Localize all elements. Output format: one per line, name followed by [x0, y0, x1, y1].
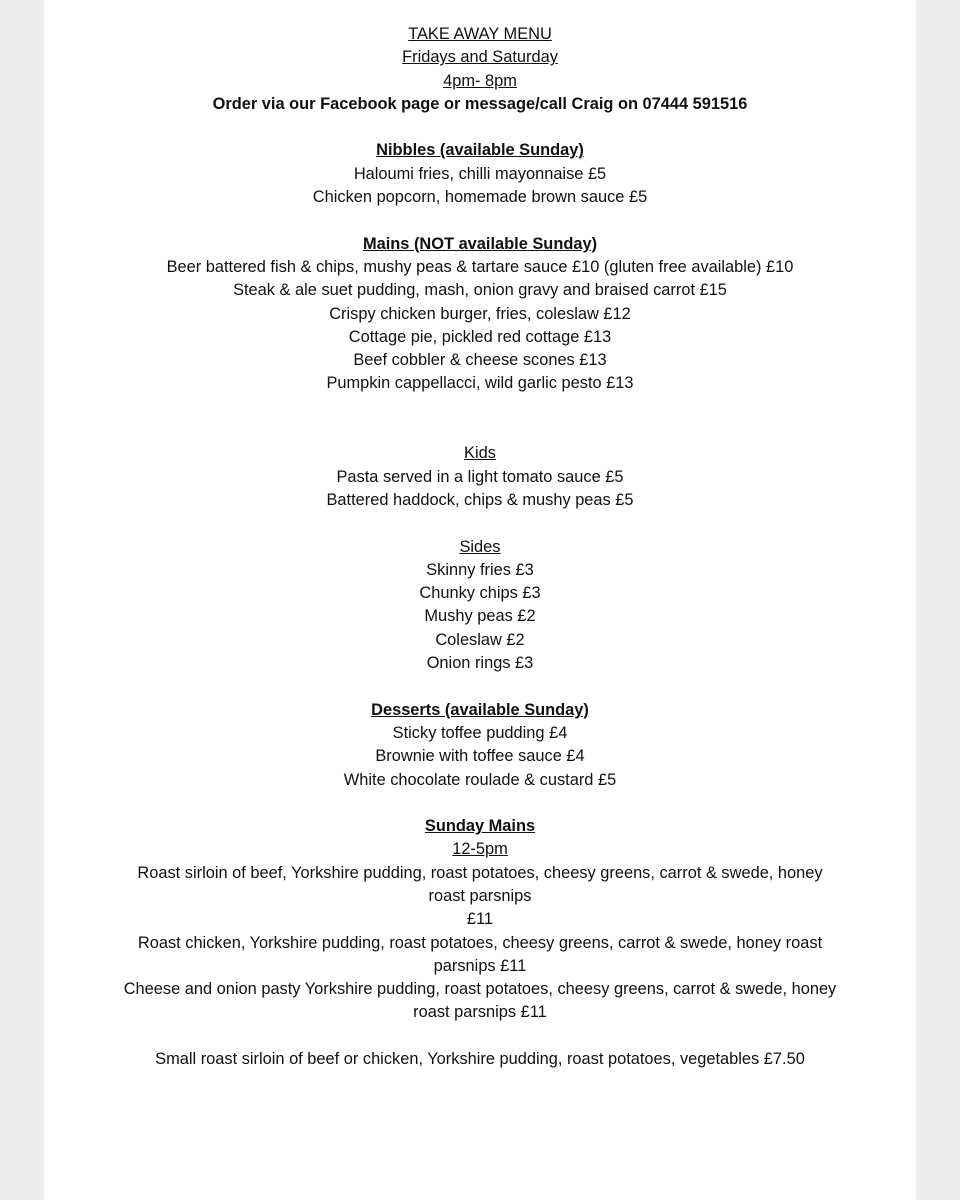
desserts-heading: Desserts (available Sunday)	[371, 700, 589, 719]
menu-hours: 4pm- 8pm	[443, 71, 517, 90]
kids-item: Battered haddock, chips & mushy peas £5	[326, 490, 634, 509]
menu-days: Fridays and Saturday	[402, 48, 558, 67]
sunday-item-line: £11	[466, 910, 494, 929]
desserts-item: White chocolate roulade & custard £5	[343, 770, 617, 789]
sides-item: Coleslaw £2	[435, 630, 525, 649]
desserts-section	[44, 699, 916, 792]
nibbles-item: Haloumi fries, chilli mayonnaise £5	[353, 164, 607, 183]
mains-item: Pumpkin cappellacci, wild garlic pesto £13	[326, 374, 634, 393]
sunday-item-line: roast parsnips	[428, 886, 532, 905]
sunday-item-line: Roast chicken, Yorkshire pudding, roast potatoes, cheesy greens, carrot & swede, honey roast	[137, 933, 823, 952]
sides-item: Mushy peas £2	[424, 607, 536, 626]
kids-item: Pasta served in a light tomato sauce £5	[336, 467, 624, 486]
mains-item: Beef cobbler & cheese scones £13	[353, 351, 607, 370]
sides-item: Onion rings £3	[426, 654, 534, 673]
sunday-item-line: roast parsnips £11	[413, 1003, 547, 1022]
sides-heading: Sides	[459, 537, 501, 556]
order-info: Order via our Facebook page or message/call Craig on 07444 591516	[212, 94, 748, 113]
kids-heading: Kids	[464, 444, 496, 463]
sunday-item-line: Roast sirloin of beef, Yorkshire pudding, roast potatoes, cheesy greens, carrot & swede, honey	[137, 863, 823, 882]
sides-item: Skinny fries £3	[426, 560, 534, 579]
sunday-item-line: parsnips £11	[433, 956, 527, 975]
nibbles-heading: Nibbles (available Sunday)	[376, 141, 584, 160]
menu-page	[44, 0, 916, 1200]
sunday-item-line: Cheese and onion pasty Yorkshire pudding, roast potatoes, cheesy greens, carrot & swede, honey	[123, 980, 837, 999]
nibbles-item: Chicken popcorn, homemade brown sauce £5	[312, 188, 648, 207]
sides-item: Chunky chips £3	[419, 584, 541, 603]
mains-item: Beer battered fish & chips, mushy peas & tartare sauce £10 (gluten free available) £10	[166, 257, 794, 276]
mains-item: Steak & ale suet pudding, mash, onion gravy and braised carrot £15	[233, 281, 727, 300]
mains-item: Cottage pie, pickled red cottage £13	[348, 327, 612, 346]
desserts-item: Brownie with toffee sauce £4	[375, 747, 585, 766]
menu-content	[44, 23, 916, 1071]
menu-title: TAKE AWAY MENU	[408, 25, 552, 43]
sunday-section	[44, 815, 916, 1071]
desserts-item: Sticky toffee pudding £4	[392, 723, 568, 742]
sides-section	[44, 536, 916, 676]
kids-section	[44, 442, 916, 512]
small-roast-item: Small roast sirloin of beef or chicken, Yorkshire pudding, roast potatoes, vegetables £7.50	[155, 1050, 805, 1069]
mains-heading: Mains (NOT available Sunday)	[362, 234, 598, 253]
sunday-hours: 12-5pm	[452, 840, 508, 859]
header-section	[44, 23, 916, 116]
nibbles-section	[44, 139, 916, 209]
mains-section	[44, 233, 916, 396]
sunday-heading: Sunday Mains	[424, 817, 536, 836]
mains-item: Crispy chicken burger, fries, coleslaw £12	[329, 304, 631, 323]
